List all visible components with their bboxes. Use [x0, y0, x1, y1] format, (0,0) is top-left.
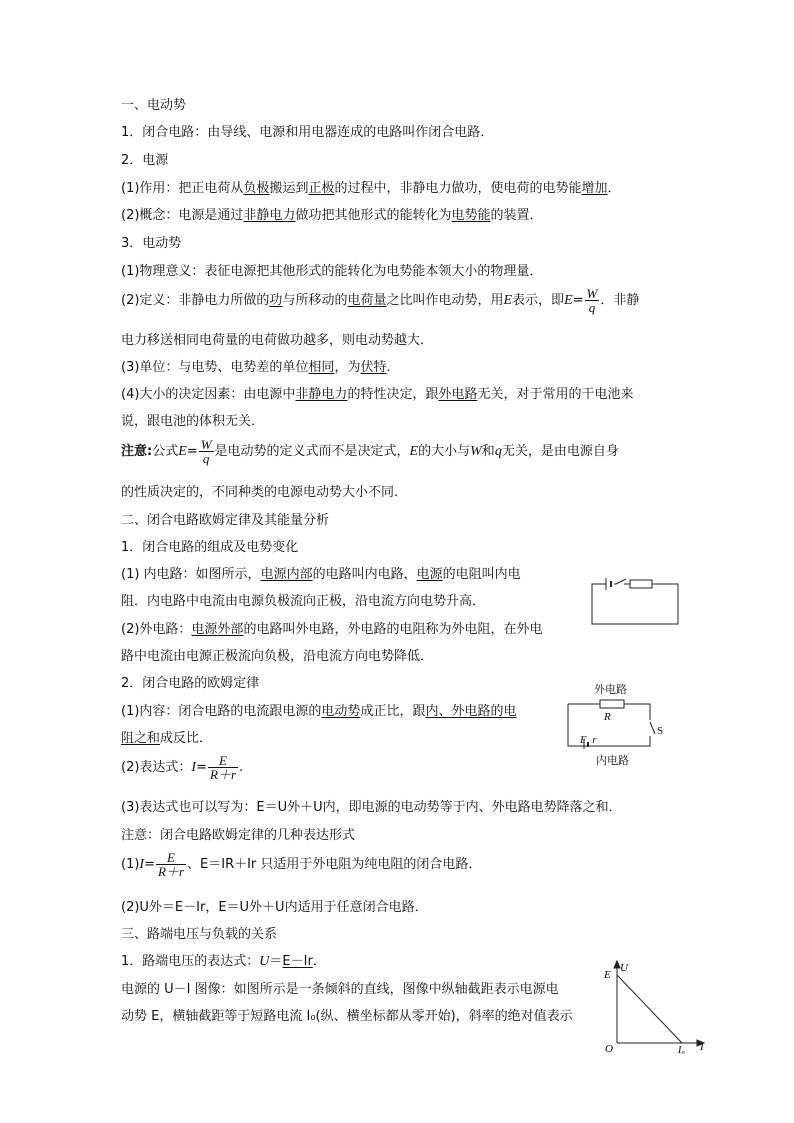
inner-circuit-label: 内电路 — [596, 754, 629, 767]
outer-circuit-label: 外电路 — [594, 683, 627, 696]
graph-e-label: E — [604, 969, 611, 981]
emf-unit-line: (3)单位：与电势、电势差的单位相同，为伏特． — [121, 360, 400, 375]
ohm-forms-note: 注意：闭合电路欧姆定律的几种表达形式 — [121, 828, 356, 843]
section-2-title: 二、闭合电路欧姆定律及其能量分析 — [121, 513, 330, 528]
emf-definition-line-2: 电力移送相同电荷量的电荷做功越多，则电动势越大． — [121, 333, 434, 348]
inner-circuit-line: (1) 内电路：如图所示，电源内部的电路叫内电路，电源的电阻叫内电 — [121, 567, 521, 582]
closed-circuit-diagram — [560, 696, 660, 756]
emf-factor-line: (4)大小的决定因素：由电源中非静电力的特性决定，跟外电路无关，对于常用的干电池来 — [121, 387, 634, 402]
power-source-heading: 2．电源 — [121, 153, 169, 168]
emf-note-line: 注意:公式E= $\frac{W}{q}$ 是电动势的定义式而不是决定式，E的大小与W和q无关，是由电源自身 — [121, 437, 619, 466]
ohm-form-fraction: $\frac{E}{R+r}$ — [158, 850, 185, 879]
ohm-law-content-line: (1)内容：闭合电路的电流跟电源的电动势成正比，跟内、外电路的电 — [121, 704, 517, 719]
emf-note-line-2: 的性质决定的，不同种类的电源电动势大小不同． — [121, 485, 408, 500]
note-fraction: $\frac{W}{q}$ — [200, 437, 212, 466]
outer-resistor — [600, 700, 624, 708]
resistor-label: R — [604, 711, 611, 723]
emf-meaning: (1)物理意义：表征电源把其他形式的能转化为电势能本领大小的物理量． — [121, 264, 543, 279]
graph-i0-label: I₀ — [678, 1045, 685, 1054]
section-1-title: 一、电动势 — [121, 98, 187, 113]
emf-heading: 3．电动势 — [121, 236, 182, 251]
terminal-voltage-expression: 1．路端电压的表达式：U＝E－Ir． — [121, 954, 326, 969]
graph-i-label: I — [700, 1041, 704, 1053]
source-function-line: (1)作用：把正电荷从负极搬运到正极的过程中，非静电力做功，使电荷的电势能增加． — [121, 181, 621, 196]
emf-factor-line-2: 说，跟电池的体积无关． — [121, 414, 265, 429]
ohm-fraction: $\frac{E}{R+r}$ — [210, 753, 237, 782]
circuit-loop — [592, 584, 678, 624]
source-label: E, r — [580, 734, 597, 746]
switch — [650, 722, 655, 734]
ui-line — [617, 975, 682, 1043]
graph-u-label: U — [620, 962, 628, 974]
ohm-law-content-line-2: 阻之和成反比． — [121, 731, 213, 746]
top-wire-right — [624, 704, 650, 720]
ohm-form-2: (2)U外＝E－Ir，E＝U外＋U内适用于任意闭合电路． — [121, 900, 428, 915]
section-3-title: 三、路端电压与负载的关系 — [121, 927, 278, 942]
ui-graph-description-2: 动势 E，横轴截距等于短路电流 I₀(纵、横坐标都从零开始)，斜率的绝对值表示 — [121, 1009, 573, 1024]
ohm-law-heading: 2．闭合电路的欧姆定律 — [121, 676, 260, 691]
emf-definition-line: (2)定义：非静电力所做的功与所移动的电荷量之比叫作电动势，用E表示，即E= $\frac{W}{q}$ ．非静 — [121, 286, 640, 315]
emf-fraction: $\frac{W}{q}$ — [586, 286, 598, 315]
inner-circuit-diagram — [586, 570, 686, 632]
source-concept-line: (2)概念：电源是通过非静电力做功把其他形式的能转化为电势能的装置． — [121, 208, 543, 223]
ohm-law-expression-2: (3)表达式也可以写为：E＝U外＋U内，即电源的电动势等于内、外电路电势降落之和． — [121, 800, 622, 815]
closed-circuit-definition: 1．闭合电路：由导线、电源和用电器连成的电路叫作闭合电路． — [121, 125, 494, 140]
circuit-composition-heading: 1．闭合电路的组成及电势变化 — [121, 540, 299, 555]
ui-graph — [600, 958, 710, 1054]
switch-label: S — [657, 725, 664, 737]
ohm-form-1: (1)I= $\frac{E}{R+r}$ 、E＝IR＋Ir 只适用于外电阻为纯电阻的闭合电路． — [121, 850, 482, 879]
loop-wire — [568, 704, 650, 746]
ui-graph-description: 电源的 U－I 图像：如图所示是一条倾斜的直线，图像中纵轴截距表示电源电 — [121, 982, 559, 997]
resistor — [630, 580, 652, 588]
graph-origin-label: O — [605, 1043, 613, 1054]
inner-circuit-line-2: 阻．内电路中电流由电源负极流向正极，沿电流方向电势升高． — [121, 594, 486, 609]
outer-circuit-line-2: 路中电流由电源正极流向负极，沿电流方向电势降低． — [121, 649, 434, 664]
outer-circuit-line: (2)外电路：电源外部的电路叫外电路，外电路的电阻称为外电阻，在外电 — [121, 622, 543, 637]
ohm-law-expression: (2)表达式：I= $\frac{E}{R+r}$ . — [121, 753, 244, 782]
